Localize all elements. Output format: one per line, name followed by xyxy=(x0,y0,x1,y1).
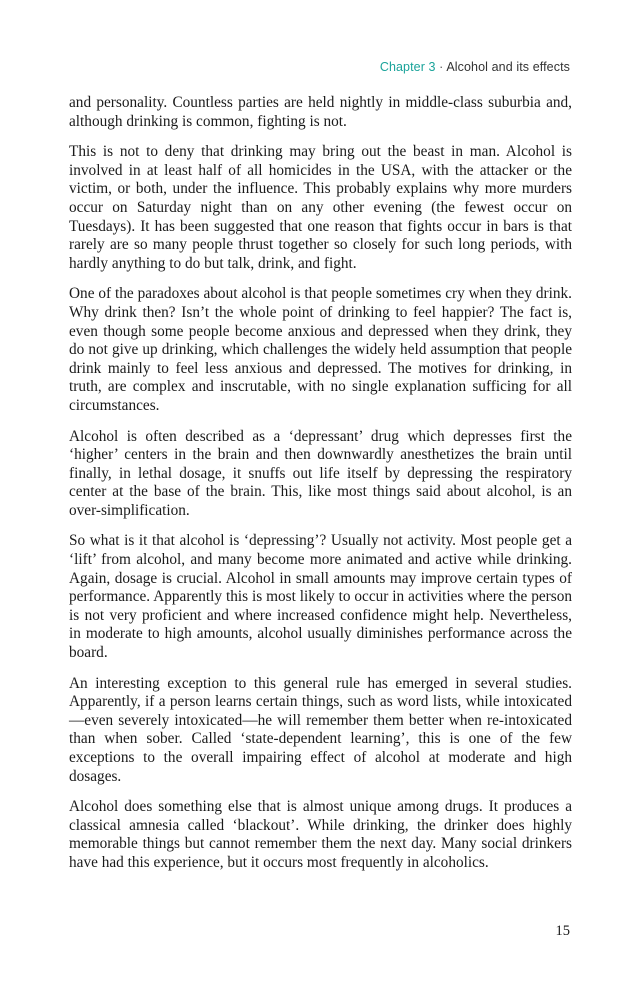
page-number: 15 xyxy=(555,923,570,939)
paragraph: So what is it that alcohol is ‘depressing’? Usually not activity. Most people get a ‘lift’ from alcohol, and many become more animated and active while drinking. Again, dosage is crucial. Alcohol in small amounts may improve certain types of performance. Apparently this is most likely to occur in activities where the person is not very proficient and where increased confidence might help. Nevertheless, in moderate to high amounts, alcohol usually diminishes performance across the board. xyxy=(69,532,572,662)
running-head-title: Alcohol and its effects xyxy=(446,60,570,74)
running-head xyxy=(380,60,570,74)
paragraph: One of the paradoxes about alcohol is that people sometimes cry when they drink. Why drink then? Isn’t the whole point of drinking to feel happier? The fact is, even though some people become anxious and depressed when they drink, they do not give up drinking, which challenges the widely held assumption that people drink mainly to feel less anxious and depressed. The motives for drinking, in truth, are complex and inscrutable, with no single explanation sufficing for all circumstances. xyxy=(69,285,572,414)
running-head-chapter: Chapter 3 xyxy=(379,60,436,74)
paragraph: This is not to deny that drinking may bring out the beast in man. Alcohol is involved in at least half of all homicides in the USA, with the attacker or the victim, or both, under the influence. This probably explains why more murders occur on Saturday night than on any other evening (the fewest occur on Tuesdays). It has been suggested that one reason that fights occur in bars is that rarely are so many people thrust together so closely for such long periods, with hardly anything to do but talk, drink, and fight. xyxy=(69,143,572,272)
running-head-separator: · xyxy=(435,60,447,74)
body-text xyxy=(69,94,572,885)
paragraph: Alcohol is often described as a ‘depressant’ drug which depresses first the ‘higher’ centers in the brain and then downwardly anesthetizes the brain until finally, in lethal dosage, it snuffs out life itself by depressing the respiratory center at the base of the brain. This, like most things said about alcohol, is an over-simplification. xyxy=(69,427,572,519)
paragraph: An interesting exception to this general rule has emerged in several studies. Apparently, if a person learns certain things, such as word lists, while intoxicated—even severely intoxicated—he will remember them better when re-intoxicated than when sober. Called ‘state-dependent learning’, this is one of the few exceptions to the overall impairing effect of alcohol at moderate and high dosages. xyxy=(69,674,572,785)
paragraph: and personality. Countless parties are held nightly in middle-class suburbia and, although drinking is common, fighting is not. xyxy=(69,94,572,130)
paragraph: Alcohol does something else that is almost unique among drugs. It produces a classical amnesia called ‘blackout’. While drinking, the drinker does highly memorable things but cannot remember them the next day. Many social drinkers have had this experience, but it occurs most frequently in alcoholics. xyxy=(69,798,572,871)
